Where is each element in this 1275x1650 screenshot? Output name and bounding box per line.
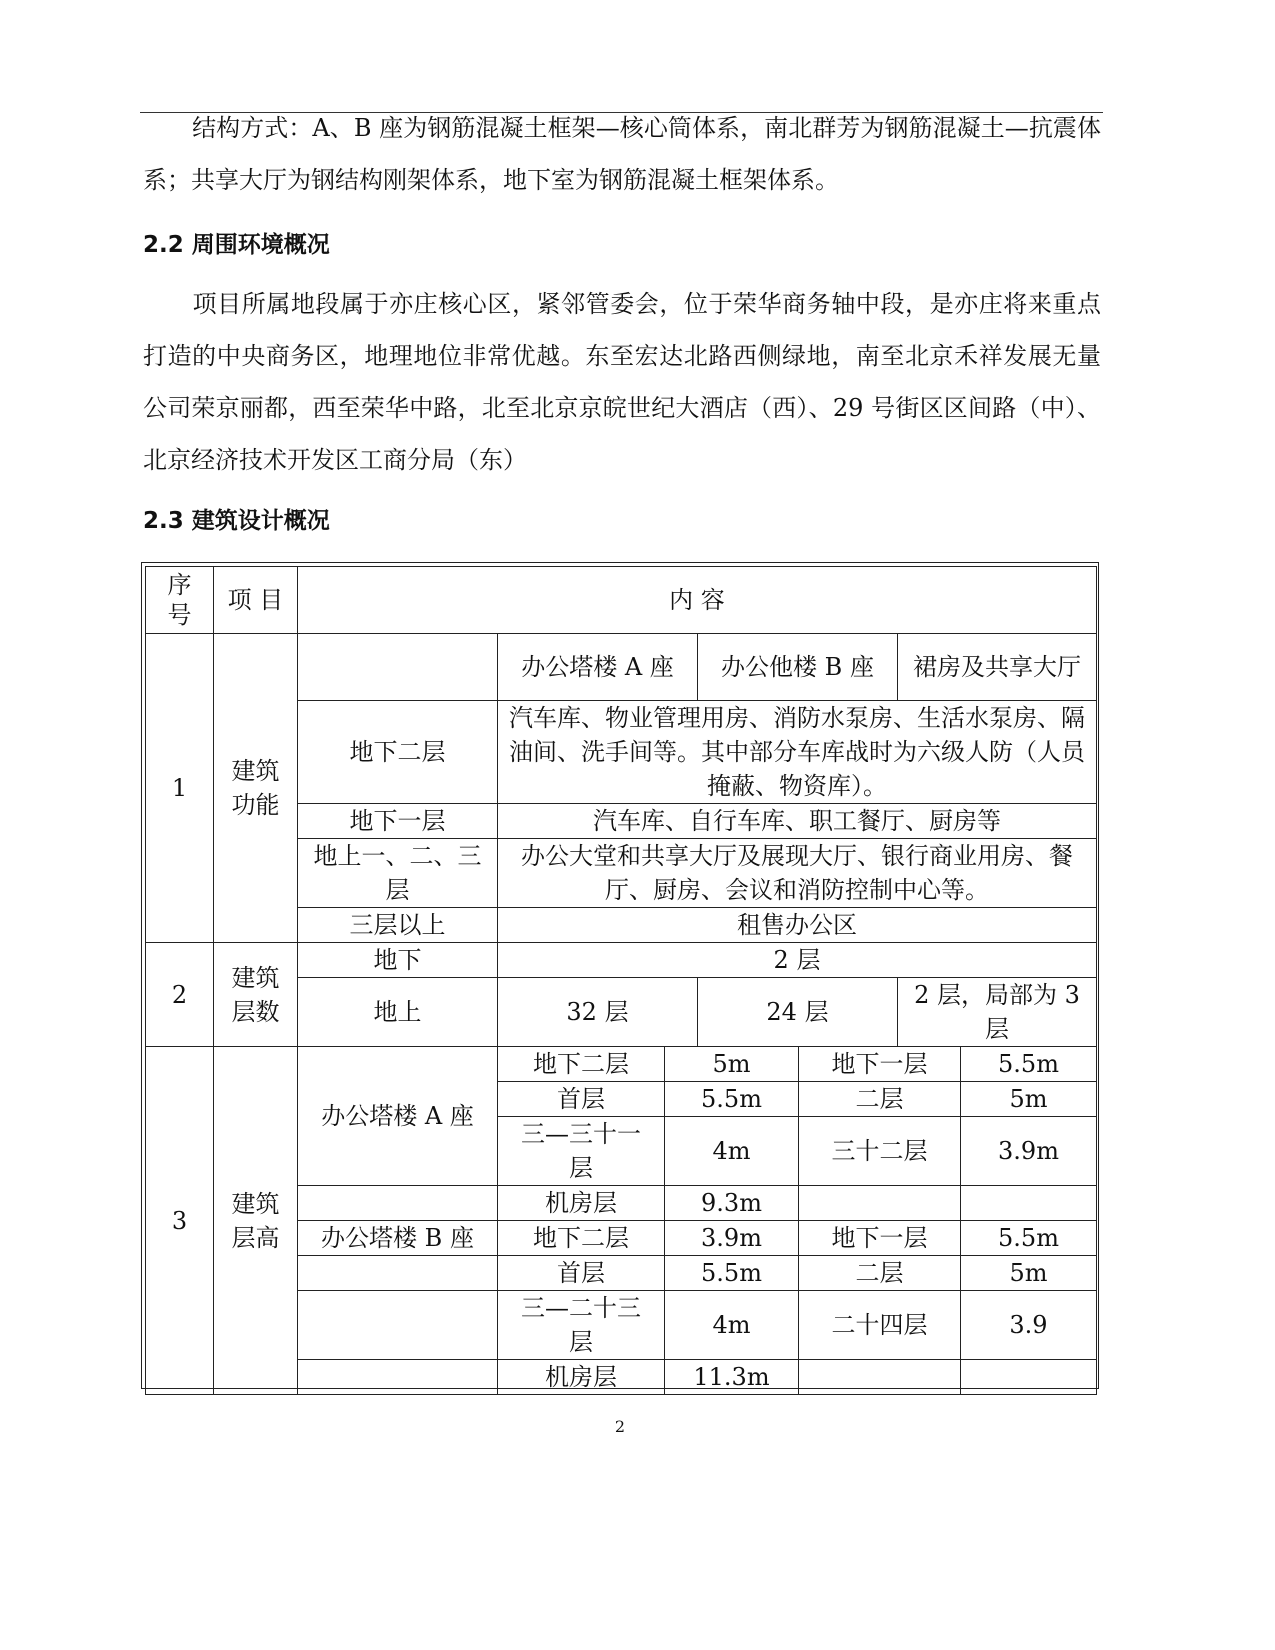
section-heading-2-3: 2.3 建筑设计概况 <box>143 508 330 534</box>
height-value: 5.5m <box>665 1082 799 1117</box>
row3-no: 3 <box>146 1047 214 1395</box>
height-label: 三十二层 <box>799 1117 961 1186</box>
height-label <box>799 1360 961 1395</box>
row2-c: 2 层，局部为 3 层 <box>898 978 1097 1047</box>
row1-col-a: 办公塔楼 A 座 <box>498 634 698 701</box>
structure-text: 结构方式：A、B 座为钢筋混凝土框架—核心筒体系，南北群芳为钢筋混凝土—抗震体系；共享大厅为钢结构刚架体系，地下室为钢筋混凝土框架体系。 <box>143 114 1101 194</box>
row2-b: 24 层 <box>698 978 898 1047</box>
row2-no: 2 <box>146 943 214 1047</box>
height-label: 地下一层 <box>799 1047 961 1082</box>
height-value: 5m <box>665 1047 799 1082</box>
height-value: 11.3m <box>665 1360 799 1395</box>
row2-under-label: 地下 <box>298 943 498 978</box>
row1-b1-label: 地下一层 <box>298 804 498 839</box>
height-value: 5m <box>961 1082 1097 1117</box>
row1-item: 建筑功能 <box>214 634 298 943</box>
row3-tower-b: 办公塔楼 B 座 <box>298 1221 498 1256</box>
height-value <box>961 1360 1097 1395</box>
height-label: 首层 <box>498 1082 665 1117</box>
height-label: 机房层 <box>498 1360 665 1395</box>
height-label: 首层 <box>498 1256 665 1291</box>
height-label: 地下一层 <box>799 1221 961 1256</box>
environment-paragraph <box>143 278 1101 486</box>
height-value: 3.9 <box>961 1291 1097 1360</box>
height-value: 5m <box>961 1256 1097 1291</box>
height-value: 3.9m <box>961 1117 1097 1186</box>
height-label: 机房层 <box>498 1186 665 1221</box>
row1-col-b: 办公他楼 B 座 <box>698 634 898 701</box>
row1-above3-label: 三层以上 <box>298 908 498 943</box>
row2-above-label: 地上 <box>298 978 498 1047</box>
height-value: 9.3m <box>665 1186 799 1221</box>
row1-b1-value: 汽车库、自行车库、职工餐厅、厨房等 <box>498 804 1097 839</box>
height-value: 3.9m <box>665 1221 799 1256</box>
height-label: 二十四层 <box>799 1291 961 1360</box>
row2-under-value: 2 层 <box>498 943 1097 978</box>
section-heading-2-2: 2.2 周围环境概况 <box>143 232 330 258</box>
row1-f123-label: 地上一、二、三层 <box>298 839 498 908</box>
table-row <box>146 1047 1097 1082</box>
height-label: 二层 <box>799 1082 961 1117</box>
row3-blank <box>298 1186 498 1221</box>
row2-a: 32 层 <box>498 978 698 1047</box>
structure-paragraph <box>143 102 1101 206</box>
header-no: 序号 <box>146 567 214 634</box>
height-label <box>799 1186 961 1221</box>
table-row <box>146 634 1097 701</box>
row3-blank <box>298 1360 498 1395</box>
row1-f123-value: 办公大堂和共享大厅及展现大厅、银行商业用房、餐厅、厨房、会议和消防控制中心等。 <box>498 839 1097 908</box>
row3-item: 建筑层高 <box>214 1047 298 1395</box>
row3-tower-a: 办公塔楼 A 座 <box>298 1047 498 1186</box>
row3-blank <box>298 1256 498 1291</box>
row3-blank <box>298 1291 498 1360</box>
height-value: 5.5m <box>961 1221 1097 1256</box>
header-content: 内 容 <box>298 567 1097 634</box>
table-header-row <box>146 567 1097 634</box>
height-label: 三—三十一层 <box>498 1117 665 1186</box>
height-value: 5.5m <box>665 1256 799 1291</box>
row1-blank <box>298 634 498 701</box>
building-design-table <box>145 566 1097 1395</box>
row1-col-c: 裙房及共享大厅 <box>898 634 1097 701</box>
height-value: 4m <box>665 1117 799 1186</box>
row1-b2-value: 汽车库、物业管理用房、消防水泵房、生活水泵房、隔油间、洗手间等。其中部分车库战时为六级人防（人员掩蔽、物资库）。 <box>498 701 1097 804</box>
row2-item: 建筑层数 <box>214 943 298 1047</box>
header-item: 项 目 <box>214 567 298 634</box>
height-label: 地下二层 <box>498 1221 665 1256</box>
height-value: 4m <box>665 1291 799 1360</box>
row1-b2-label: 地下二层 <box>298 701 498 804</box>
height-label: 地下二层 <box>498 1047 665 1082</box>
height-value: 5.5m <box>961 1047 1097 1082</box>
height-value <box>961 1186 1097 1221</box>
height-label: 二层 <box>799 1256 961 1291</box>
environment-text: 项目所属地段属于亦庄核心区，紧邻管委会，位于荣华商务轴中段，是亦庄将来重点打造的中央商务区，地理地位非常优越。东至宏达北路西侧绿地，南至北京禾祥发展无量公司荣京丽都，西至荣华中路，北至北京京皖世纪大酒店（西）、29 号街区区间路（中）、北京经济技术开发区工商分局（东） <box>143 290 1101 474</box>
table-row <box>146 943 1097 978</box>
page-number: 2 <box>614 1417 626 1436</box>
row1-above3-value: 租售办公区 <box>498 908 1097 943</box>
height-label: 三—二十三层 <box>498 1291 665 1360</box>
row1-no: 1 <box>146 634 214 943</box>
